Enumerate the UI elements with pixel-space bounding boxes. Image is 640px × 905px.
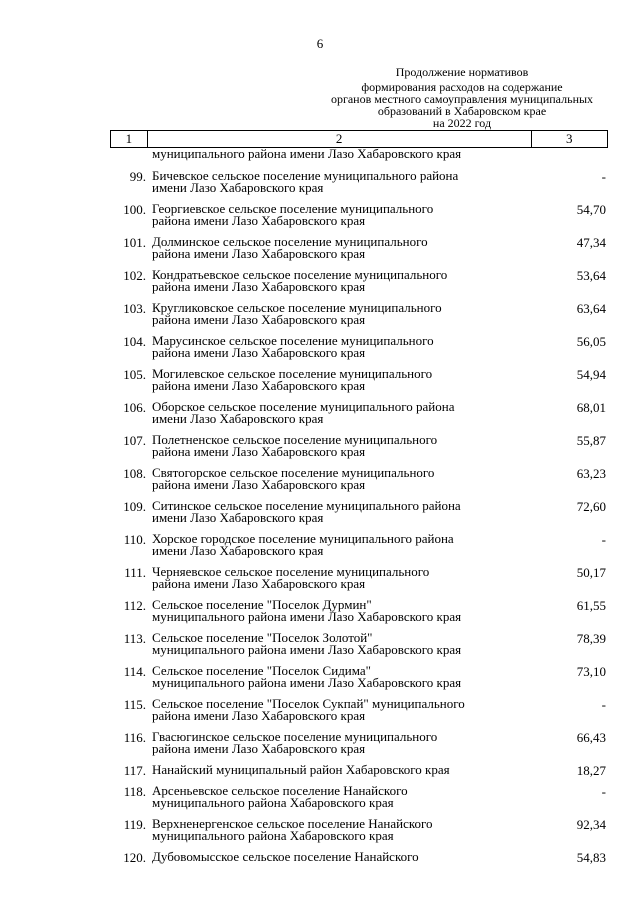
row-name-line-2: района имени Лазо Хабаровского края	[152, 741, 366, 756]
row-number: 120.	[123, 850, 146, 865]
row-value: 68,01	[576, 400, 606, 415]
header-line-4: образований в Хабаровском крае	[377, 104, 547, 118]
row-name	[150, 170, 536, 194]
row-name-line-2: имени Лазо Хабаровского края	[152, 411, 324, 426]
row-name-line-1: Кондратьевское сельское поселение муниципального	[152, 267, 448, 282]
row-number: 104.	[123, 334, 146, 349]
row-name	[150, 599, 536, 623]
table-row	[100, 533, 606, 561]
row-name-line-1: Полетненское сельское поселение муниципального	[152, 432, 438, 447]
row-value: 54,83	[576, 850, 606, 865]
row-name-line-2: имени Лазо Хабаровского края	[152, 510, 324, 525]
row-name-line-2: района имени Лазо Хабаровского края	[152, 345, 366, 360]
table-row	[100, 335, 606, 363]
row-name	[150, 566, 536, 590]
table-row	[100, 665, 606, 693]
row-number: 113.	[123, 631, 146, 646]
column-header-1: 1	[111, 131, 148, 148]
table-row	[100, 203, 606, 231]
row-name	[150, 665, 536, 689]
column-header-2: 2	[147, 131, 531, 148]
row-value: 72,60	[576, 499, 606, 514]
row-value: 66,43	[576, 730, 606, 745]
table-row	[100, 236, 606, 264]
table-row	[100, 599, 606, 627]
row-name	[150, 533, 536, 557]
row-name	[150, 368, 536, 392]
row-number: 103.	[123, 301, 146, 316]
row-number: 108.	[123, 466, 146, 481]
table-row	[100, 401, 606, 429]
row-number: 101.	[123, 235, 146, 250]
row-value: 53,64	[576, 268, 606, 283]
document-header	[312, 66, 612, 129]
row-name	[150, 203, 536, 227]
row-number: 100.	[123, 202, 146, 217]
row-name-line-1: Сельское поселение "Поселок Золотой"	[152, 630, 373, 645]
row-name-line-1: Сельское поселение "Поселок Сукпай" муниципального	[152, 696, 465, 711]
row-name-line-1: Ситинское сельское поселение муниципального района	[152, 498, 461, 513]
row-name	[150, 500, 536, 524]
header-line-2: формирования расходов на содержание	[361, 80, 563, 94]
row-name-line-2: имени Лазо Хабаровского края	[152, 180, 324, 195]
row-value: -	[601, 532, 606, 547]
table-row	[100, 170, 606, 198]
row-value: 54,94	[576, 367, 606, 382]
row-value: -	[601, 697, 606, 712]
row-name	[150, 851, 536, 863]
row-name	[150, 698, 536, 722]
table-row	[100, 467, 606, 495]
row-name-line-2: района имени Лазо Хабаровского края	[152, 708, 366, 723]
row-name-line-1: Верхненергенское сельское поселение Нанайского	[152, 816, 433, 831]
row-number: 107.	[123, 433, 146, 448]
row-name-line-2: района имени Лазо Хабаровского края	[152, 312, 366, 327]
row-name-line-1: Арсеньевское сельское поселение Нанайского	[152, 783, 408, 798]
row-name	[150, 785, 536, 809]
header-line-5: на 2022 год	[432, 116, 492, 130]
row-name-line-2: района имени Лазо Хабаровского края	[152, 279, 366, 294]
continuation-row	[100, 148, 606, 165]
row-number: 106.	[123, 400, 146, 415]
row-name	[150, 731, 536, 755]
row-name-line-1: Черняевское сельское поселение муниципального	[152, 564, 430, 579]
row-name-line-1: Долминское сельское поселение муниципального	[152, 234, 428, 249]
row-number: 117.	[123, 763, 146, 778]
row-name-line-1: Кругликовское сельское поселение муниципального	[152, 300, 442, 315]
row-name	[150, 335, 536, 359]
row-name-line-1: Оборское сельское поселение муниципального района	[152, 399, 455, 414]
row-name-line-2: района имени Лазо Хабаровского края	[152, 213, 366, 228]
row-name	[150, 269, 536, 293]
table-row	[100, 632, 606, 660]
header-line-1: Продолжение нормативов	[395, 65, 529, 79]
row-name-line-2: муниципального района имени Лазо Хабаровского края	[152, 609, 462, 624]
row-number: 109.	[123, 499, 146, 514]
row-name-line-2: муниципального района имени Лазо Хабаровского края	[152, 675, 462, 690]
row-name-line-2: района имени Лазо Хабаровского края	[152, 378, 366, 393]
row-number: 102.	[123, 268, 146, 283]
row-value: 73,10	[576, 664, 606, 679]
continuation-text: муниципального района имени Лазо Хабаровского края	[152, 146, 462, 161]
row-name-line-1: Хорское городское поселение муниципального района	[152, 531, 454, 546]
row-value: -	[601, 784, 606, 799]
row-name-line-1: Дубовомысское сельское поселение Нанайского	[152, 849, 419, 864]
row-number: 105.	[123, 367, 146, 382]
row-name	[150, 818, 536, 842]
row-name-line-1: Георгиевское сельское поселение муниципального	[152, 201, 434, 216]
row-name-line-1: Гвасюгинское сельское поселение муниципального	[152, 729, 438, 744]
row-name-line-2: имени Лазо Хабаровского края	[152, 543, 324, 558]
row-number: 116.	[123, 730, 146, 745]
row-value: 50,17	[576, 565, 606, 580]
row-value: 18,27	[576, 763, 606, 778]
header-line-3: органов местного самоуправления муниципальных	[330, 92, 594, 106]
row-name-line-1: Сельское поселение "Поселок Дурмин"	[152, 597, 372, 612]
table-row	[100, 302, 606, 330]
row-name	[150, 302, 536, 326]
table-row	[100, 434, 606, 462]
row-name-line-1: Бичевское сельское поселение муниципального района	[152, 168, 459, 183]
row-name-line-1: Нанайский муниципальный район Хабаровского края	[152, 762, 450, 777]
table-row	[100, 269, 606, 297]
table-row	[100, 764, 606, 780]
row-name-line-2: муниципального района Хабаровского края	[152, 795, 394, 810]
row-value: 78,39	[576, 631, 606, 646]
row-number: 110.	[123, 532, 146, 547]
row-name-line-1: Могилевское сельское поселение муниципального	[152, 366, 433, 381]
table-row	[100, 785, 606, 813]
row-name	[150, 764, 536, 776]
row-number: 115.	[123, 697, 146, 712]
row-value: 63,23	[576, 466, 606, 481]
row-number: 99.	[129, 169, 146, 184]
row-name-line-2: района имени Лазо Хабаровского края	[152, 576, 366, 591]
table-row	[100, 566, 606, 594]
table-row	[100, 818, 606, 846]
row-value: 55,87	[576, 433, 606, 448]
row-name	[150, 467, 536, 491]
row-number: 114.	[123, 664, 146, 679]
row-value: 54,70	[576, 202, 606, 217]
row-name-line-2: муниципального района Хабаровского края	[152, 828, 394, 843]
row-name-line-2: района имени Лазо Хабаровского края	[152, 246, 366, 261]
row-name-line-1: Святогорское сельское поселение муниципального	[152, 465, 435, 480]
row-name-line-2: района имени Лазо Хабаровского края	[152, 444, 366, 459]
table-row	[100, 851, 606, 867]
row-value: 56,05	[576, 334, 606, 349]
table-row	[100, 731, 606, 759]
row-value: 63,64	[576, 301, 606, 316]
row-number: 112.	[123, 598, 146, 613]
row-name	[150, 434, 536, 458]
row-value: 61,55	[576, 598, 606, 613]
row-name	[150, 632, 536, 656]
row-name	[150, 401, 536, 425]
row-name-line-2: района имени Лазо Хабаровского края	[152, 477, 366, 492]
row-name-line-1: Марусинское сельское поселение муниципального	[152, 333, 434, 348]
page-number: 6	[316, 36, 324, 51]
row-number: 111.	[124, 565, 146, 580]
row-value: 92,34	[576, 817, 606, 832]
table-row	[100, 368, 606, 396]
row-name-line-1: Сельское поселение "Поселок Сидима"	[152, 663, 371, 678]
row-number: 118.	[123, 784, 146, 799]
row-number: 119.	[123, 817, 146, 832]
table-body	[100, 148, 606, 867]
row-name	[150, 236, 536, 260]
row-value: -	[601, 169, 606, 184]
row-name-line-2: муниципального района имени Лазо Хабаровского края	[152, 642, 462, 657]
row-value: 47,34	[576, 235, 606, 250]
table-row	[100, 500, 606, 528]
table-row	[100, 698, 606, 726]
column-header-3: 3	[531, 131, 607, 148]
